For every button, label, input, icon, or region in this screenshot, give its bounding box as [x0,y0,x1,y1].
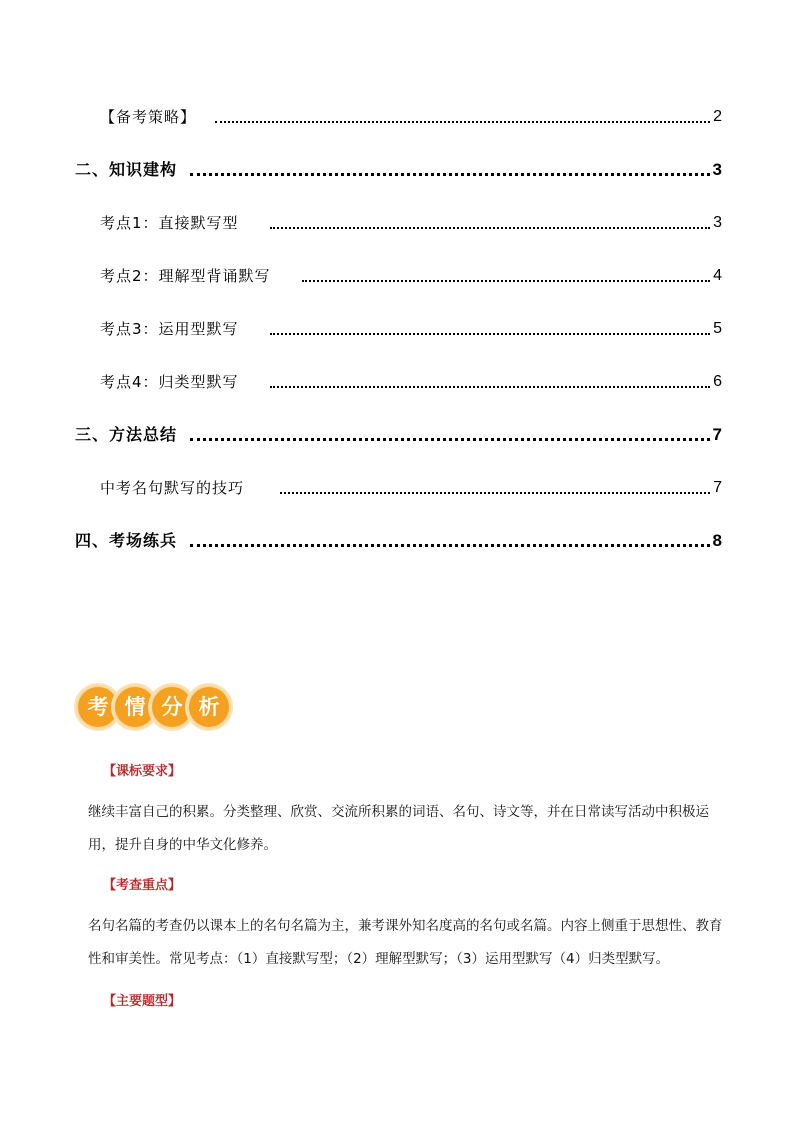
toc-entry[interactable] [0,208,794,238]
toc-entry-label: 考点3：运用型默写 [100,314,241,344]
banner-char: 情 [113,685,157,729]
toc-entry-label: 考点2：理解型背诵默写 [100,261,273,291]
exam-focus-text: 名句名篇的考查仍以课本上的名句名篇为主，兼考课外知名度高的名句或名篇。内容上侧重于思想性、教育性和审美性。常见考点：（1）直接默写型；（2）理解型默写；（3）运用型默写（4）归类型默写。 [88,918,723,967]
exam-analysis-banner [76,685,228,729]
curriculum-requirements-text: 继续丰富自己的积累。分类整理、欣赏、交流所积累的词语、名句、诗文等，并在日常读写活动中积极运用，提升自身的中华文化修养。 [88,804,709,853]
toc-entry-label: 四、考场练兵 [75,526,179,556]
toc-entry-label: 考点4：归类型默写 [100,367,241,397]
toc-leader-dots [190,173,710,176]
toc-entry-page: 3 [711,155,722,185]
toc-entry-page: 4 [711,261,722,291]
toc-entry[interactable] [0,261,794,291]
toc-entry[interactable] [0,526,794,556]
toc-leader-dots [270,227,710,229]
toc-leader-dots [270,333,710,335]
toc-leader-dots [280,492,710,494]
toc-entry-page: 7 [711,420,722,450]
banner-char: 考 [76,685,120,729]
toc-entry[interactable] [0,367,794,397]
toc-entry-page: 2 [711,102,722,132]
toc-entry-label: 考点1：直接默写型 [100,208,241,238]
toc-entry-page: 3 [711,208,722,238]
toc-leader-dots [190,544,710,547]
question-types-heading: 【主要题型】 [103,994,182,1009]
banner-char: 分 [150,685,194,729]
toc-entry-label: 中考名句默写的技巧 [100,473,246,503]
toc-leader-dots [190,438,710,441]
toc-entry[interactable] [0,102,794,132]
toc-entry-label: 【备考策略】 [100,102,198,132]
toc-entry[interactable] [0,473,794,503]
exam-focus-heading: 【考查重点】 [103,878,182,893]
toc-entry-label: 三、方法总结 [75,420,179,450]
toc-entry-page: 5 [711,314,722,344]
toc-entry-page: 6 [711,367,722,397]
toc-entry-page: 8 [711,526,722,556]
toc-entry[interactable] [0,314,794,344]
curriculum-requirements-heading: 【课标要求】 [103,764,182,779]
toc-leader-dots [302,280,710,282]
toc-entry[interactable] [0,420,794,450]
banner-char: 析 [187,685,231,729]
toc-leader-dots [270,386,710,388]
toc-entry[interactable] [0,155,794,185]
toc-leader-dots [215,121,710,123]
toc-entry-page: 7 [711,473,722,503]
toc-entry-label: 二、知识建构 [75,155,179,185]
